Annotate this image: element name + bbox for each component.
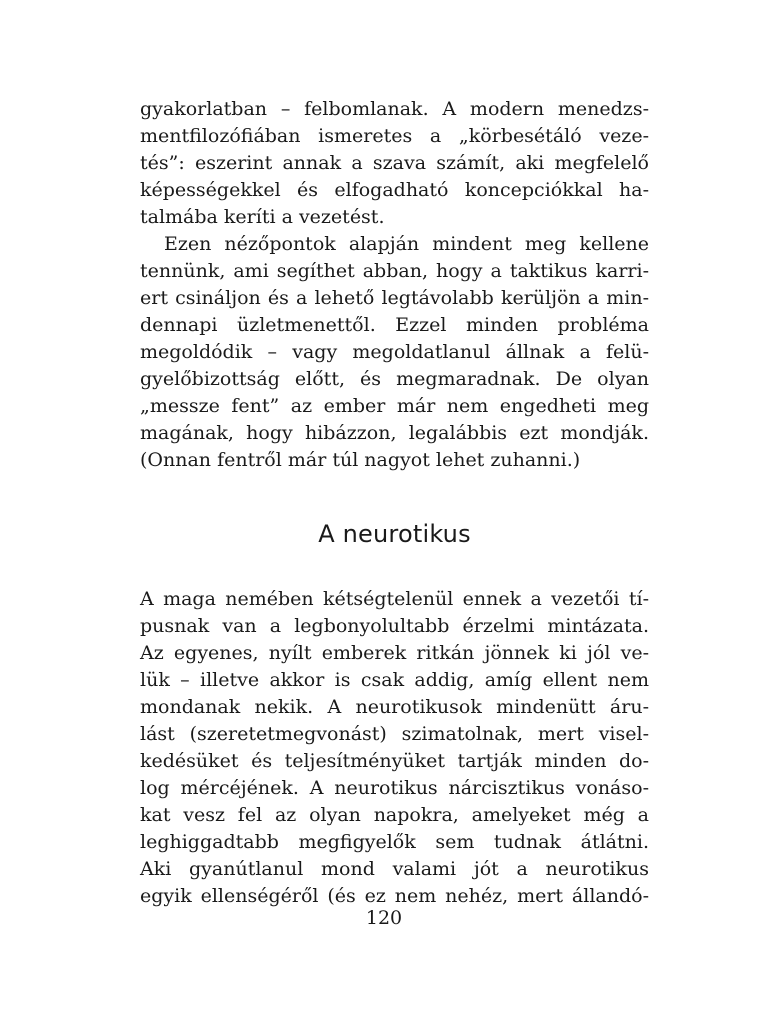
- text-line: „messze fent” az ember már nem engedheti meg: [140, 395, 649, 417]
- text-line: talmába keríti a vezetést.: [140, 206, 385, 228]
- text-line: gyakorlatban – felbomlanak. A modern menedzs-: [140, 98, 649, 120]
- text-line: mentfilozófiában ismeretes a „körbesétáló veze-: [140, 125, 649, 147]
- text-line: ert csináljon és a lehető legtávolabb kerüljön a min-: [140, 287, 649, 309]
- text-line: Az egyenes, nyílt emberek ritkán jönnek ki jól ve-: [140, 642, 649, 664]
- text-line: tennünk, ami segíthet abban, hogy a taktikus karri-: [140, 260, 649, 282]
- text-line: magának, hogy hibázzon, legalábbis ezt mondják.: [140, 422, 649, 444]
- section-heading: A neurotikus: [318, 520, 471, 548]
- text-line: dennapi üzletmenettől. Ezzel minden probléma: [140, 314, 649, 336]
- text-line: Aki gyanútlanul mond valami jót a neurotikus: [140, 858, 649, 880]
- text-line: log mércéjének. A neurotikus nárcisztikus vonáso-: [140, 777, 649, 799]
- text-line: Ezen nézőpontok alapján mindent meg kellene: [164, 233, 649, 255]
- page-number: 120: [365, 907, 403, 929]
- text-line: lük – illetve akkor is csak addig, amíg ellent nem: [140, 669, 649, 691]
- text-line: leghiggadtabb megfigyelők sem tudnak átlátni.: [140, 831, 649, 853]
- text-line: kedésüket és teljesítményüket tartják minden do-: [140, 750, 649, 772]
- text-line: kat vesz fel az olyan napokra, amelyeket még a: [140, 804, 649, 826]
- text-line: pusnak van a legbonyolultabb érzelmi mintázata.: [140, 615, 649, 637]
- page-body: [140, 96, 649, 910]
- paragraph-3: [140, 586, 649, 910]
- text-line: (Onnan fentről már túl nagyot lehet zuhanni.): [140, 449, 581, 471]
- text-line: A maga nemében kétségtelenül ennek a vezetői tí-: [140, 588, 649, 610]
- text-line: tés”: eszerint annak a szava számít, aki megfelelő: [140, 152, 649, 174]
- text-line: mondanak nekik. A neurotikusok mindenütt áru-: [140, 696, 649, 718]
- text-line: gyelőbizottság előtt, és megmaradnak. De olyan: [140, 368, 649, 390]
- text-line: lást (szeretetmegvonást) szimatolnak, mert visel-: [140, 723, 649, 745]
- text-line: megoldódik – vagy megoldatlanul állnak a felü-: [140, 341, 649, 363]
- paragraph-1: [140, 96, 649, 231]
- text-line: egyik ellenségéről (és ez nem nehéz, mert állandó-: [140, 885, 649, 907]
- text-line: képességekkel és elfogadható koncepciókkal ha-: [140, 179, 649, 201]
- paragraph-2: [140, 231, 649, 474]
